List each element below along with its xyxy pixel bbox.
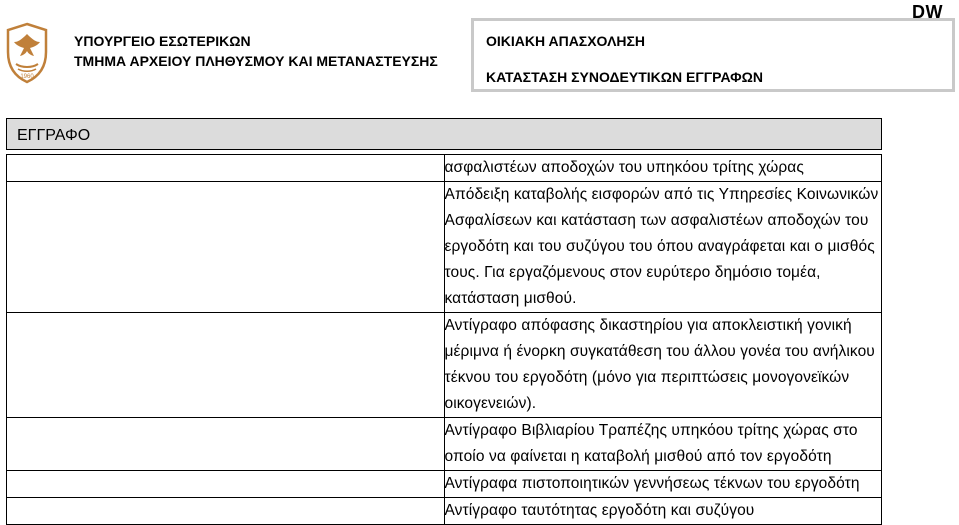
- cyprus-coat-of-arms-logo: [4, 22, 50, 84]
- ministry-heading: [74, 31, 438, 71]
- table-header-label: ΕΓΓΡΑΦΟ: [17, 127, 91, 144]
- checkbox-cell[interactable]: [7, 313, 445, 418]
- document-code: DW: [912, 2, 943, 22]
- ministry-name: ΥΠΟΥΡΓΕΙΟ ΕΣΩΤΕΡΙΚΩΝ: [74, 33, 251, 49]
- table-row: [7, 498, 882, 525]
- form-title-box: [471, 18, 955, 92]
- table-row: [7, 313, 882, 418]
- table-row: [7, 182, 882, 313]
- table-row: [7, 418, 882, 471]
- checkbox-cell[interactable]: [7, 498, 445, 525]
- documents-table: [6, 118, 882, 525]
- svg-text:1960: 1960: [20, 74, 34, 80]
- document-description: Αντίγραφο ταυτότητας εργοδότη και συζύγου: [444, 498, 882, 525]
- checkbox-cell[interactable]: [7, 471, 445, 498]
- form-category: ΟΙΚΙΑΚΗ ΑΠΑΣΧΟΛΗΣΗ: [486, 33, 646, 49]
- document-description: ασφαλιστέων αποδοχών του υπηκόου τρίτης χώρας: [444, 155, 882, 182]
- document-description: Αντίγραφα πιστοποιητικών γεννήσεως τέκνων του εργοδότη: [444, 471, 882, 498]
- form-title: ΚΑΤΑΣΤΑΣΗ ΣΥΝΟΔΕΥΤΙΚΩΝ ΕΓΓΡΑΦΩΝ: [486, 69, 764, 85]
- table-row: [7, 471, 882, 498]
- checkbox-cell[interactable]: [7, 155, 445, 182]
- table-row: [7, 155, 882, 182]
- document-description: Αντίγραφο Βιβλιαρίου Τραπέζης υπηκόου τρίτης χώρας στο οποίο να φαίνεται η καταβολή μισθού από τον εργοδότη: [444, 418, 882, 471]
- table-header-cell: [7, 119, 882, 150]
- department-name: ΤΜΗΜΑ ΑΡΧΕΙΟΥ ΠΛΗΘΥΣΜΟΥ ΚΑΙ ΜΕΤΑΝΑΣΤΕΥΣΗΣ: [74, 53, 438, 69]
- checkbox-cell[interactable]: [7, 418, 445, 471]
- document-description: Αντίγραφο απόφασης δικαστηρίου για αποκλειστική γονική μέριμνα ή ένορκη συγκατάθεση του άλλου γονέα του ανήλικου τέκνου του εργοδότη (μόνο για περιπτώσεις μονογονεϊκών οικογενειών).: [444, 313, 882, 418]
- table-header-row: [7, 119, 882, 150]
- document-description: Απόδειξη καταβολής εισφορών από τις Υπηρεσίες Κοινωνικών Ασφαλίσεων και κατάσταση των ασφαλιστέων αποδοχών του εργοδότη και του συζύγου του όπου αναγράφεται και ο μισθός τους. Για εργαζόμενους στον ευρύτερο δημόσιο τομέα, κατάσταση μισθού.: [444, 182, 882, 313]
- checkbox-cell[interactable]: [7, 182, 445, 313]
